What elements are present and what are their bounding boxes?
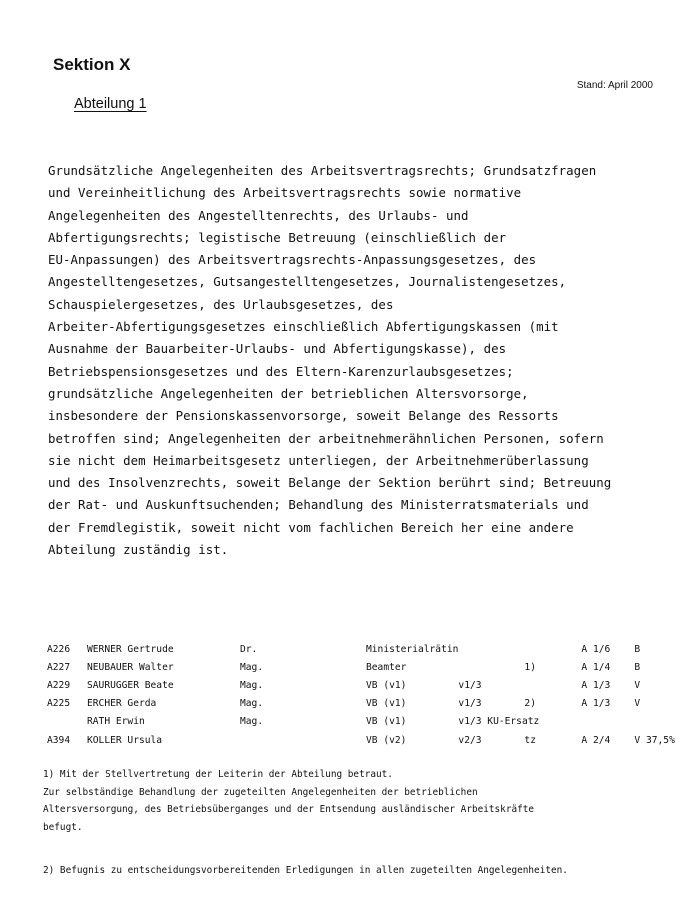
paragraph-line: Betriebspensionsgesetzes und des Eltern-Karenzurlaubsgesetzes; xyxy=(48,363,514,379)
responsibilities-paragraph xyxy=(48,160,658,561)
staff-note: tz xyxy=(524,734,536,746)
paragraph-line: Angestelltengesetzes, Gutsangestelltengesetzes, Journalistengesetzes, xyxy=(48,274,567,290)
staff-name: WERNER Gertrude xyxy=(87,643,174,655)
paragraph-line: betroffen sind; Angelegenheiten der arbeitnehmerähnlichen Personen, sofern xyxy=(48,430,604,446)
paragraph-line: insbesondere der Pensionskassenvorsorge, soweit Belange des Ressorts xyxy=(48,408,559,424)
staff-position: VB (v1) xyxy=(366,716,407,728)
staff-class: B xyxy=(634,661,641,673)
staff-name: KOLLER Ursula xyxy=(87,734,163,746)
staff-class: V xyxy=(634,698,641,710)
paragraph-line: Ausnahme der Bauarbeiter-Urlaubs- und Abfertigungskasse), des xyxy=(48,341,507,357)
footnote-line: befugt. xyxy=(43,821,83,833)
staff-position: VB (v1) xyxy=(366,679,407,691)
staff-note: 2) xyxy=(524,698,536,710)
staff-grade: A 2/4 xyxy=(581,734,611,746)
staff-grade: A 1/4 xyxy=(581,661,611,673)
staff-vb: v1/3 KU-Ersatz xyxy=(458,716,540,728)
staff-class xyxy=(634,713,684,731)
paragraph-line: Abteilung zuständig ist. xyxy=(48,542,229,558)
paragraph-line: und des Insolvenzrechts, soweit Belange der Sektion berührt sind; Betreuung xyxy=(48,475,612,491)
staff-name: SAURUGGER Beate xyxy=(87,679,174,691)
table-row xyxy=(47,658,684,676)
staff-note xyxy=(524,640,581,658)
staff-class: V 37,5% xyxy=(634,734,675,746)
staff-title: Mag. xyxy=(240,661,264,673)
footnote-line: Zur selbständige Behandlung der zugeteilten Angelegenheiten der betrieblichen xyxy=(43,786,478,798)
staff-name: ERCHER Gerda xyxy=(87,698,157,710)
footnote-line: Altersversorgung, des Betriebsüberganges und der Entsendung ausländischer Arbeitskräfte xyxy=(43,804,535,815)
table-row xyxy=(47,731,684,749)
footnote-1 xyxy=(43,766,534,836)
staff-title: Dr. xyxy=(240,643,258,655)
staff-code xyxy=(47,713,87,731)
paragraph-line: der Fremdlegistik, soweit nicht vom fachlichen Bereich her eine andere xyxy=(48,519,574,535)
staff-note xyxy=(524,676,581,694)
staff-position: VB (v1) xyxy=(366,698,407,710)
staff-vb: v2/3 xyxy=(458,734,482,746)
table-row xyxy=(47,695,684,713)
staff-code: A229 xyxy=(47,679,71,691)
staff-position: Ministerialrätin xyxy=(366,643,459,655)
staff-vb xyxy=(458,640,524,658)
staff-title xyxy=(240,731,366,749)
staff-grade: A 1/3 xyxy=(581,679,611,691)
table-row xyxy=(47,640,684,658)
footnote-line: 1) Mit der Stellvertretung der Leiterin der Abteilung betraut. xyxy=(43,769,393,780)
staff-title: Mag. xyxy=(240,716,264,728)
staff-code: A226 xyxy=(47,643,71,655)
staff-class: V xyxy=(634,679,641,691)
staff-position: Beamter xyxy=(366,661,407,673)
status-date: Stand: April 2000 xyxy=(576,80,653,91)
staff-note: 1) xyxy=(524,661,536,673)
paragraph-line: EU-Anpassungen) des Arbeitsvertragsrechts-Anpassungsgesetzes, des xyxy=(48,252,537,268)
paragraph-line: grundsätzliche Angelegenheiten der betrieblichen Altersvorsorge, xyxy=(48,385,529,401)
staff-grade: A 1/3 xyxy=(581,698,611,710)
staff-class: B xyxy=(634,643,641,655)
staff-grade xyxy=(581,713,634,731)
paragraph-line: der Rat- und Auskunftsuchenden; Behandlung des Ministerratsmaterials und xyxy=(48,497,589,513)
staff-title: Mag. xyxy=(240,698,264,710)
staff-name: NEUBAUER Walter xyxy=(87,661,174,673)
staff-code: A225 xyxy=(47,698,71,710)
staff-position: VB (v2) xyxy=(366,734,407,746)
staff-table xyxy=(47,640,684,749)
staff-grade: A 1/6 xyxy=(581,643,611,655)
paragraph-line: und Vereinheitlichung des Arbeitsvertragsrechts sowie normative xyxy=(48,185,522,201)
footnote-line: 2) Befugnis zu entscheidungsvorbereitenden Erledigungen in allen zugeteilten Angelegenheiten. xyxy=(43,865,568,876)
footnote-2 xyxy=(43,862,568,880)
staff-vb: v1/3 xyxy=(458,698,482,710)
table-row xyxy=(47,676,684,694)
staff-title: Mag. xyxy=(240,679,264,691)
paragraph-line: Angelegenheiten des Angestelltenrechts, des Urlaubs- und xyxy=(48,207,469,223)
paragraph-line: Arbeiter-Abfertigungsgesetzes einschließlich Abfertigungskassen (mit xyxy=(48,319,559,335)
staff-code: A394 xyxy=(47,734,71,746)
staff-name: RATH Erwin xyxy=(87,716,145,728)
department-heading: Abteilung 1 xyxy=(74,96,147,112)
table-row xyxy=(47,713,684,731)
paragraph-line: Grundsätzliche Angelegenheiten des Arbeitsvertragsrechts; Grundsatzfragen xyxy=(48,163,597,178)
staff-vb: v1/3 xyxy=(458,679,482,691)
paragraph-line: Schauspielergesetzes, des Urlaubsgesetzes, des xyxy=(48,296,394,312)
staff-vb xyxy=(458,658,524,676)
section-title: Sektion X xyxy=(53,55,131,74)
staff-code: A227 xyxy=(47,661,71,673)
paragraph-line: Abfertigungsrechts; legistische Betreuung (einschließlich der xyxy=(48,229,507,245)
paragraph-line: sie nicht dem Heimarbeitsgesetz unterliegen, der Arbeitnehmerüberlassung xyxy=(48,452,589,468)
